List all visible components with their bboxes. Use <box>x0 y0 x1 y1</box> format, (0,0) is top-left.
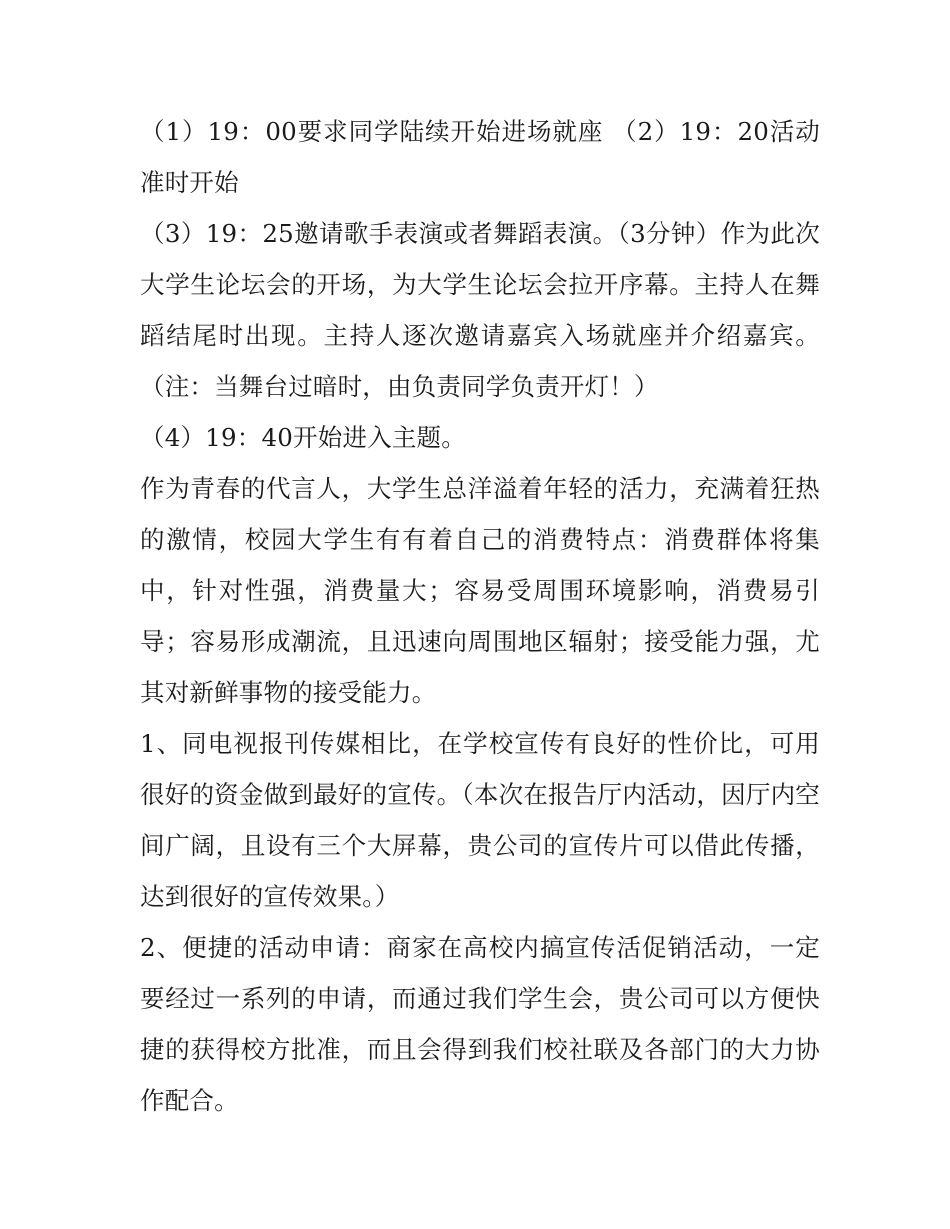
paragraph-schedule-4: （4）19：40开始进入主题。 <box>140 423 466 452</box>
paragraph-schedule-3: （3）19：25邀请歌手表演或者舞蹈表演。（3分钟）作为此次大学生论坛会的开场，为大学生论坛会拉开序幕。主持人在舞蹈结尾时出现。主持人逐次邀请嘉宾入场就座并介绍嘉宾。（注：当舞台过暗时，由负责同学负责开灯！） <box>140 219 820 401</box>
paragraph-schedule-1-2: （1）19：00要求同学陆续开始进场就座 （2）19：20活动准时开始 <box>140 117 820 197</box>
paragraph-advantage-1: 1、同电视报刊传媒相比，在学校宣传有良好的性价比，可用很好的资金做到最好的宣传。（本次在报告厅内活动，因厅内空间广阔，且设有三个大屏幕，贵公司的宣传片可以借此传播，达到很好的宣传效果。） <box>140 729 820 911</box>
document-body <box>140 106 820 1126</box>
paragraph-student-consumption: 作为青春的代言人，大学生总洋溢着年轻的活力，充满着狂热的激情，校园大学生有有着自己的消费特点：消费群体将集中，针对性强，消费量大；容易受周围环境影响，消费易引导；容易形成潮流，且迅速向周围地区辐射；接受能力强，尤其对新鲜事物的接受能力。 <box>140 474 820 707</box>
paragraph-advantage-2: 2、便捷的活动申请：商家在高校内搞宣传活促销活动，一定要经过一系列的申请，而通过我们学生会，贵公司可以方便快捷的获得校方批准，而且会得到我们校社联及各部门的大力协作配合。 <box>140 933 820 1115</box>
